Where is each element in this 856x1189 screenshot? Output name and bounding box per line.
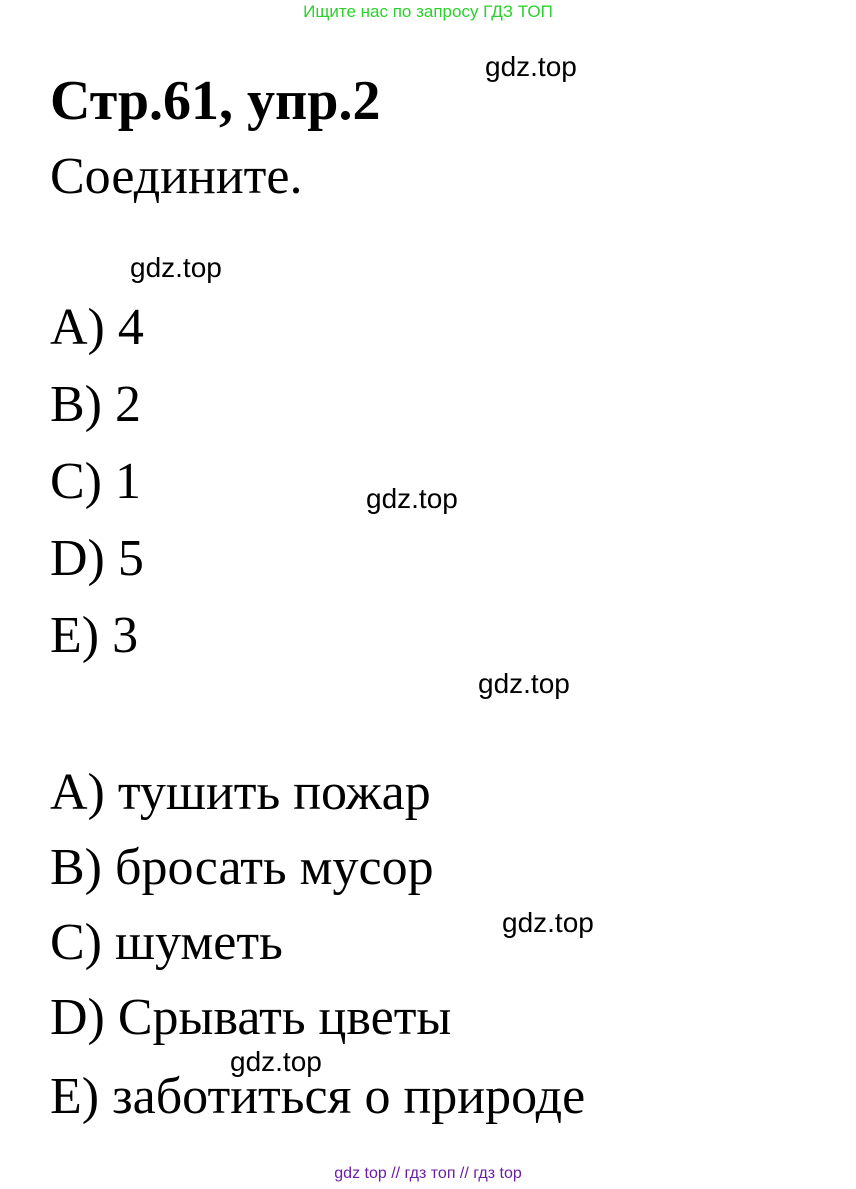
option-item: B) бросать мусор [50,839,434,896]
answer-item: E) 3 [50,607,139,664]
footer-watermark: gdz top // гдз топ // гдз top [334,1165,522,1182]
watermark: gdz.top [485,51,577,82]
answer-item: A) 4 [50,299,144,356]
task-instruction: Соедините. [50,148,303,205]
watermark: gdz.top [502,907,594,938]
page-title: Стр.61, упр.2 [50,70,381,132]
watermark: gdz.top [230,1046,322,1077]
option-item: E) заботиться о природе [50,1068,586,1125]
watermark: gdz.top [478,668,570,699]
top-banner: Ищите нас по запросу ГДЗ ТОП [303,2,553,21]
option-item: C) шуметь [50,914,283,971]
answer-item: C) 1 [50,453,141,510]
option-item: D) Срывать цветы [50,989,452,1046]
answer-item: B) 2 [50,376,141,433]
watermark: gdz.top [366,483,458,514]
watermark: gdz.top [130,252,222,283]
option-item: A) тушить пожар [50,764,431,821]
answer-item: D) 5 [50,530,144,587]
